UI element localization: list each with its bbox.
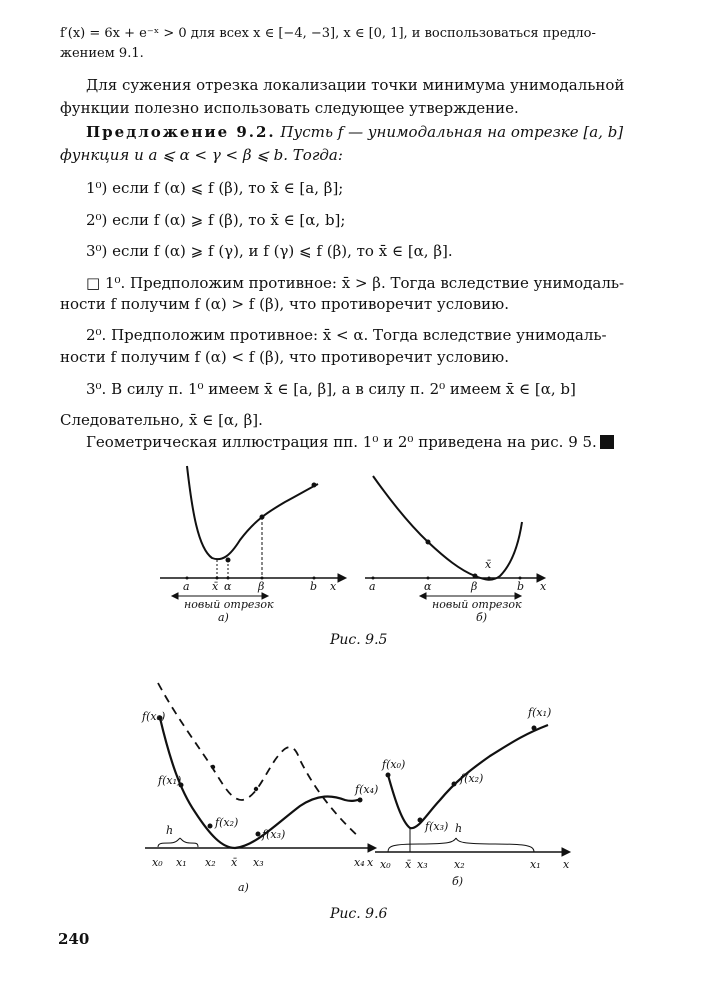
label-fx0: f(x₀)	[382, 758, 406, 771]
point-fx2	[208, 824, 213, 829]
fig96-graph-b	[375, 725, 570, 856]
point-fx2	[452, 782, 457, 787]
point-fx3	[418, 818, 423, 823]
point-fx4	[358, 798, 363, 803]
sublabel-a: а)	[238, 881, 249, 894]
tick-x3: x₃	[417, 858, 428, 871]
tick-x2: x₂	[454, 858, 465, 871]
paragraph-line: функции полезно использовать следующее утверждение.	[60, 99, 519, 117]
label-new-interval: новый отрезок	[432, 598, 522, 611]
proof-line: □ 1⁰. Предположим противное: x̄ > β. Тогда вследствие унимодаль-	[86, 274, 625, 292]
h-bracket	[158, 838, 198, 847]
label-fx4: f(x₄)	[355, 783, 379, 796]
proof-line: 3⁰. В силу п. 1⁰ имеем x̄ ∈ [a, β], а в силу п. 2⁰ имеем x̄ ∈ [α, b]	[86, 380, 576, 398]
label-x: x	[563, 858, 570, 871]
label-h: h	[455, 822, 463, 835]
label-fx3: f(x₃)	[425, 820, 449, 833]
label-fx1: f(x₁)	[158, 774, 182, 787]
proposition-title: Предложение 9.2.	[86, 123, 276, 141]
fig96-graph-a	[145, 683, 379, 852]
figure-caption: Рис. 9.5	[330, 632, 388, 648]
tick-x0: x₀	[380, 858, 391, 871]
label-a: a	[183, 580, 190, 593]
condition-2: 2⁰) если f (α) ⩾ f (β), то x̄ ∈ [α, b];	[86, 211, 346, 229]
point-fx0	[386, 773, 391, 778]
tick-x2: x₂	[205, 856, 216, 869]
tick-xbar: x̄	[231, 856, 238, 869]
text-line-2: жением 9.1.	[60, 46, 144, 61]
label-x: x	[367, 856, 374, 869]
tick-x1: x₁	[176, 856, 187, 869]
sublabel-a: а)	[218, 611, 229, 624]
label-b: b	[310, 580, 318, 593]
proposition-text: Пусть f — унимодальная на отрезке [a, b]	[275, 123, 624, 141]
proof-line: Следовательно, x̄ ∈ [α, β].	[60, 411, 263, 429]
proof-line: ности f получим f (α) > f (β), что противоречит условию.	[60, 295, 509, 313]
condition-3: 3⁰) если f (α) ⩾ f (γ), и f (γ) ⩽ f (β), то x̄ ∈ [α, β].	[86, 242, 453, 260]
tick-x3: x₃	[253, 856, 264, 869]
figure-reference: Геометрическая иллюстрация пп. 1⁰ и 2⁰ приведена на рис. 9 5.	[86, 433, 597, 451]
label-a: a	[369, 580, 376, 593]
page-number: 240	[58, 930, 90, 948]
paragraph-line: Для сужения отрезка локализации точки минимума унимодальной	[86, 76, 625, 94]
proof-line: 2⁰. Предположим противное: x̄ < α. Тогда вследствие унимодаль-	[86, 326, 607, 344]
tick-xbar: x̄	[405, 858, 412, 871]
point-fx1	[532, 726, 537, 731]
label-h: h	[166, 824, 174, 837]
label-beta: β	[471, 580, 478, 593]
axis-arrow	[368, 844, 376, 852]
label-fx1: f(x₁)	[528, 706, 552, 719]
axis-arrow	[562, 848, 570, 856]
point-fx3	[256, 832, 261, 837]
dashed-curve	[158, 683, 360, 838]
proposition-line: функция и a ⩽ α < γ < β ⩽ b. Тогда:	[60, 146, 343, 164]
label-xbar: x̄	[212, 580, 219, 593]
label-fx3: f(x₃)	[262, 828, 286, 841]
tick-x1: x₁	[530, 858, 541, 871]
text-line-1: f′(x) = 6x + e⁻ˣ > 0 для всех x ∈ [−4, −3], x ∈ [0, 1], и воспользоваться предло-	[60, 26, 596, 41]
label-x: x	[330, 580, 337, 593]
tick-x0: x₀	[152, 856, 163, 869]
label-b: b	[517, 580, 525, 593]
dashed-point	[254, 787, 258, 791]
sublabel-b: б)	[476, 611, 488, 624]
label-fx2: f(x₂)	[460, 772, 484, 785]
label-fx0: f(x₀)	[142, 710, 166, 723]
figure-caption: Рис. 9.6	[330, 906, 388, 922]
label-x: x	[540, 580, 547, 593]
label-xbar: x̄	[485, 558, 492, 571]
label-alpha: α	[424, 580, 432, 593]
sublabel-b: б)	[452, 875, 464, 888]
label-fx2: f(x₂)	[215, 816, 239, 829]
label-alpha: α	[224, 580, 232, 593]
condition-1: 1⁰) если f (α) ⩽ f (β), то x̄ ∈ [a, β];	[86, 179, 344, 197]
proof-line: ности f получим f (α) < f (β), что противоречит условию.	[60, 348, 509, 366]
label-beta: β	[258, 580, 265, 593]
tick-x4: x₄	[354, 856, 365, 869]
dashed-point	[211, 765, 215, 769]
label-new-interval: новый отрезок	[184, 598, 274, 611]
